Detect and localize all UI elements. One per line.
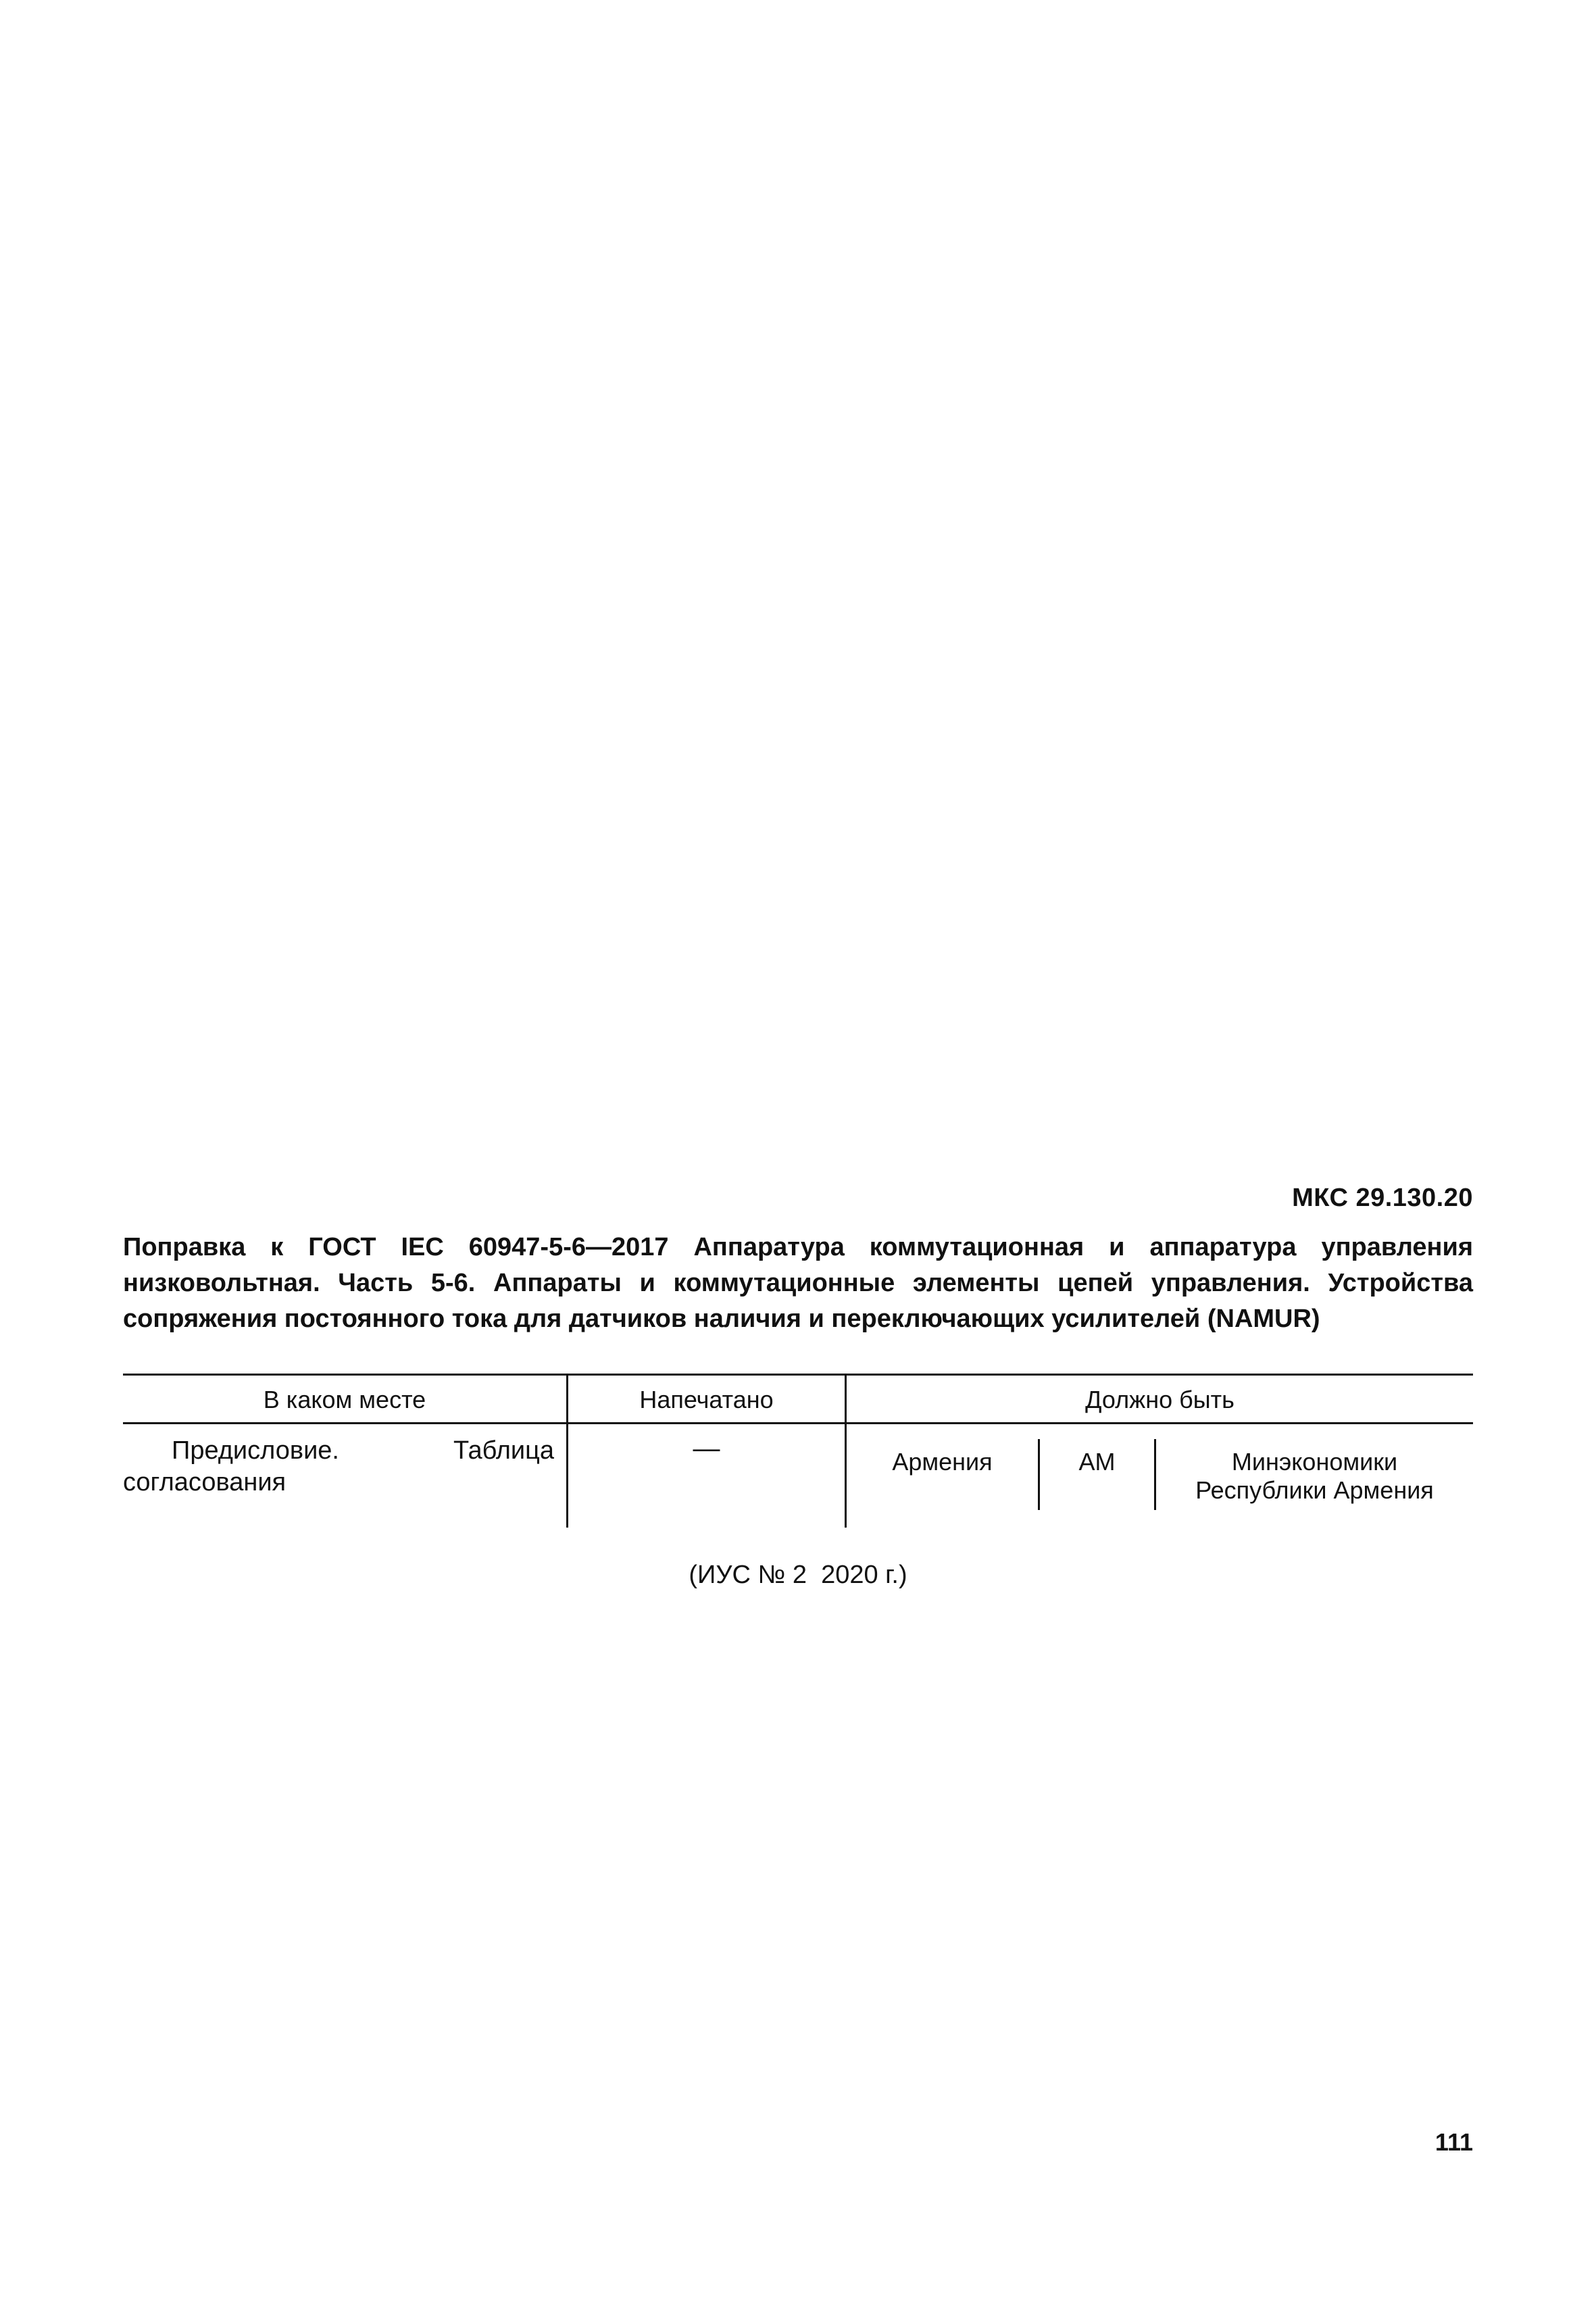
table-row-authority-line2: Республики Армения	[1195, 1476, 1434, 1504]
mks-code: МКС 29.130.20	[1292, 1184, 1473, 1212]
table-top-rule	[123, 1374, 1473, 1376]
header-printed: Напечатано	[639, 1386, 774, 1413]
page-number: 111	[1435, 2128, 1473, 2156]
table-row-authority-line1: Минэкономики	[1231, 1448, 1398, 1476]
table-row-where: Предисловие. Таблица согласования	[123, 1436, 554, 1496]
header-should-be: Должно быть	[1085, 1386, 1235, 1413]
amendment-title: Поправка к ГОСТ IEC 60947-5-6—2017 Аппаратура коммутационная и аппаратура управления низковольтная. Часть 5-6. Аппараты и коммутационные элементы цепей управления. Устройства сопряжения постоянного тока для датчиков наличия и переключающих усилителей (NAMUR)	[123, 1233, 1473, 1333]
header-where: В каком месте	[263, 1386, 426, 1413]
table-row-printed: —	[693, 1434, 720, 1463]
table-row-code: АМ	[1078, 1448, 1116, 1476]
table-row-country: Армения	[892, 1448, 993, 1476]
source-note: (ИУС № 2 2020 г.)	[689, 1561, 907, 1589]
table-header-rule	[123, 1422, 1473, 1424]
